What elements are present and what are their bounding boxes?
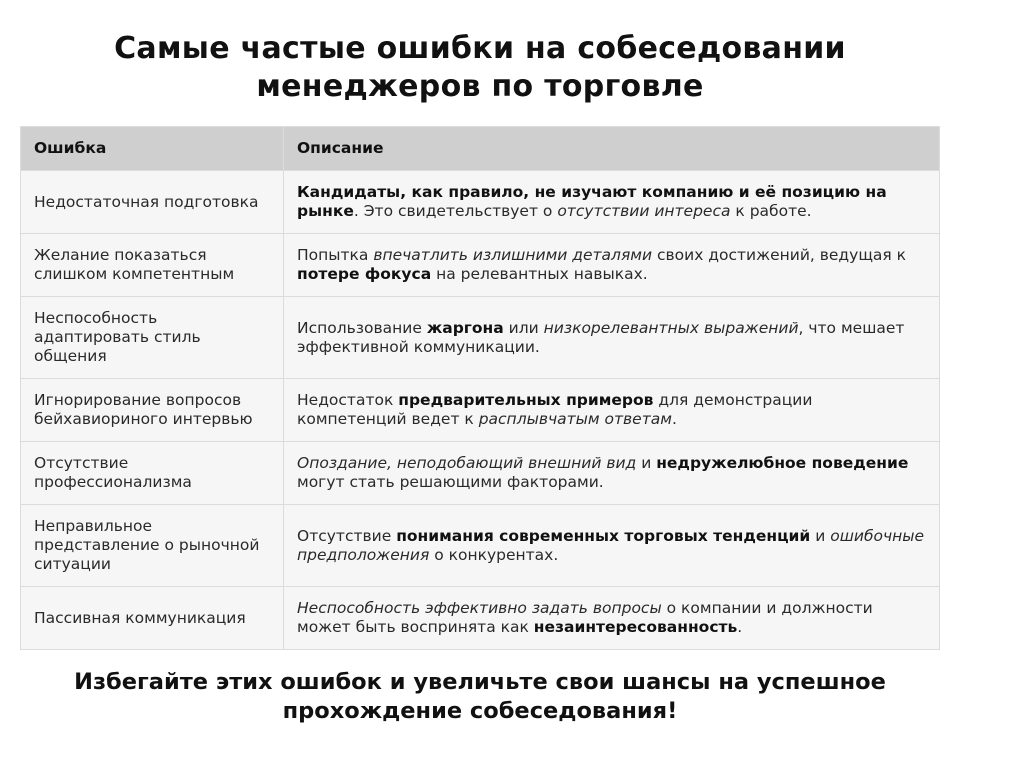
description-emphasis-italic: впечатлить излишними деталями [373,246,653,264]
description-text: . Это свидетельствует о [353,202,558,220]
mistake-cell: Неспособность адаптировать стиль общения [21,297,284,379]
description-emphasis-italic: отсутствии интереса [557,202,731,220]
description-text: о конкурентах. [429,545,559,564]
description-emphasis-italic: ошибочные предположения [297,526,925,564]
description-text: Использование [297,318,427,337]
description-text: . [737,618,743,636]
description-text: на релевантных навыках. [431,265,648,283]
description-emphasis-bold: предварительных примеров [398,391,654,409]
description-text: и [636,454,657,472]
description-text: Отсутствие [297,526,397,545]
mistake-cell: Игнорирование вопросов бейхавиориного интервью [21,379,284,442]
description-cell [284,505,940,587]
description-text: , что мешает эффективной коммуникации. [297,318,905,356]
mistake-cell: Недостаточная подготовка [21,171,284,234]
description-emphasis-bold: недружелюбное поведение [656,454,909,472]
page-title [20,30,940,106]
description-emphasis-bold: понимания современных торговых тенденций [396,526,811,545]
table-row [21,442,940,505]
description-text: . [671,410,677,428]
footer-call-to-action [20,668,940,726]
description-cell [284,442,940,505]
description-emphasis-italic: низкорелевантных выражений [543,318,799,337]
description-emphasis-italic: расплывчатым ответам [478,410,672,428]
table-row [21,587,940,650]
footer-line-1: Избегайте этих ошибок и увеличьте свои шансы на успешное [74,669,886,695]
title-line-2: менеджеров по торговле [256,69,704,104]
description-emphasis-italic: Опоздание, неподобающий внешний вид [297,454,637,472]
description-text: к работе. [730,202,812,220]
table-row [21,171,940,234]
table-row [21,379,940,442]
description-text: Недостаток [297,391,399,409]
table-header-row [21,127,940,171]
description-text: и [810,526,831,545]
description-emphasis-bold: жаргона [426,318,504,337]
description-cell [284,379,940,442]
table-row [21,234,940,297]
table-row [21,505,940,587]
description-text: могут стать решающими факторами. [297,473,604,491]
mistake-cell: Пассивная коммуникация [21,587,284,650]
description-cell [284,171,940,234]
footer-line-2: прохождение собеседования! [282,698,678,724]
mistake-cell: Отсутствие профессионализма [21,442,284,505]
description-emphasis-bold: потере фокуса [297,265,432,283]
column-header-mistake: Ошибка [21,127,284,171]
description-emphasis-bold: Кандидаты, как правило, не изучают компанию и её позицию на рынке [297,183,887,220]
description-cell [284,297,940,379]
description-text: о компании и должности может быть воспринята как [297,599,873,636]
mistakes-table [20,126,940,650]
table-row [21,297,940,379]
description-cell [284,587,940,650]
description-emphasis-italic: Неспособность эффективно задать вопросы [297,599,662,617]
description-text: или [503,318,544,337]
column-header-description: Описание [284,127,940,171]
mistake-cell: Неправильное представление о рыночной ситуации [21,505,284,587]
description-text: Попытка [297,246,374,264]
description-text: своих достижений, ведущая к [652,246,907,264]
description-emphasis-bold: незаинтересованность [533,618,738,636]
title-line-1: Самые частые ошибки на собеседовании [114,31,846,66]
description-text: для демонстрации компетенций ведет к [297,391,813,428]
description-cell [284,234,940,297]
mistake-cell: Желание показаться слишком компетентным [21,234,284,297]
